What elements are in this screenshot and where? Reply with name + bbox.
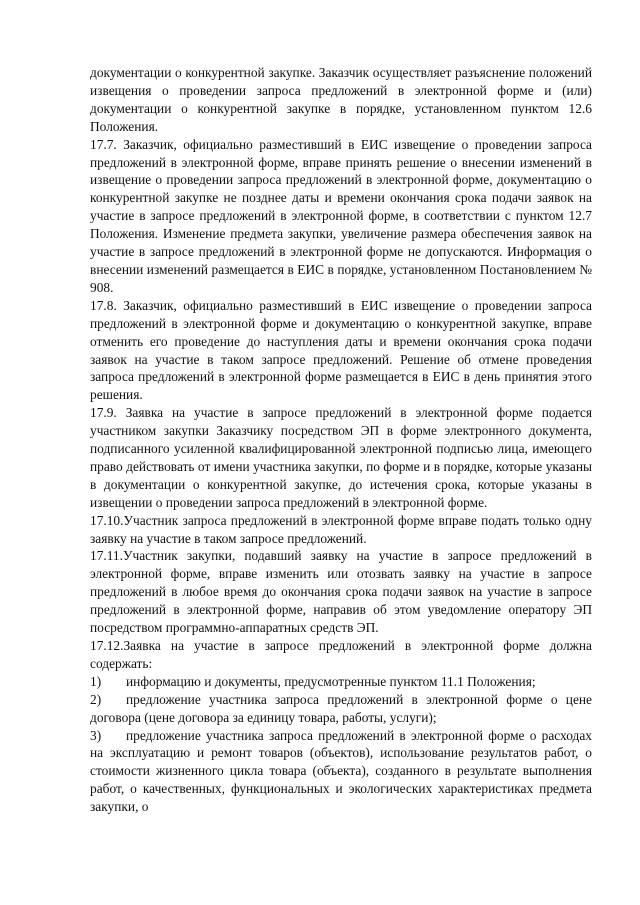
document-page [90, 64, 592, 816]
list-number: 1) [90, 673, 102, 689]
list-text: предложение участника запроса предложений в электронной форме о цене договора (цене договора за единицу товара, работы, услуги); [90, 691, 592, 725]
list-item-2 [90, 691, 592, 727]
list-text: информацию и документы, предусмотренные пунктом 11.1 Положения; [126, 673, 536, 689]
list-item-3 [90, 727, 592, 817]
paragraph-17-10: 17.10.Участник запроса предложений в электронной форме вправе подать только одну заявку на участие в таком запросе предложений. [90, 512, 592, 546]
list-text: предложение участника запроса предложений в электронной форме о расходах на эксплуатацию и ремонт товаров (объектов), использование результатов работ, о стоимости жизненного цикла товара (объекта), созданного в результате выполнения работ, о качественных, функциональных и экологических характеристиках предмета закупки, о [90, 727, 592, 815]
paragraph-17-12: 17.12.Заявка на участие в запросе предложений в электронной форме должна содержать: [90, 638, 592, 671]
paragraph-17-8: 17.8. Заказчик, официально разместивший в ЕИС извещение о проведении запроса предложений в электронной форме и документацию о конкурентной закупке, вправе отменить его проведение до наступления даты и времени окончания срока подачи заявок на участие в таком запросе предложений. Решение об отмене проведения запроса предложений в электронной форме размещается в ЕИС в день принятия этого решения. [90, 297, 592, 403]
list-item-1 [90, 673, 592, 691]
paragraph-17-9: 17.9. Заявка на участие в запросе предложений в электронной форме подается участником закупки Заказчику посредством ЭП в форме электронного документа, подписанного усиленной квалифицированной электронной подписью лица, имеющего право действовать от имени участника закупки, по форме и в порядке, которые указаны в документации о конкурентной закупке, до истечения срока, которые указаны в извещении о проведении запроса предложений в электронной форме. [90, 405, 592, 510]
paragraph-continuation: документации о конкурентной закупке. Заказчик осуществляет разъяснение положений извещения о проведении запроса предложений в электронной форме и (или) документации о конкурентной закупке в порядке, установленном пунктом 12.6 Положения. [90, 65, 592, 134]
paragraph-17-7: 17.7. Заказчик, официально разместивший в ЕИС извещение о проведении запроса предложений в электронной форме, вправе принять решение о внесении изменений в извещение о проведении запроса предложений в электронной форме, документацию о конкурентной закупке не позднее даты и времени окончания срока подачи заявок на участие в запросе предложений в электронной форме, в соответствии с пунктом 12.7 Положения. Изменение предмета закупки, увеличение размера обеспечения заявок на участие в запросе предложений в электронной форме не допускаются. Информация о внесении изменений размещается в ЕИС в порядке, установленном Постановлением № 908. [90, 136, 592, 295]
paragraph-17-11: 17.11.Участник закупки, подавший заявку на участие в запросе предложений в электронной форме, вправе изменить или отозвать заявку на участие в запросе предложений в любое время до окончания срока подачи заявок на участие в запросе предложений в электронной форме, направив об этом уведомление оператору ЭП посредством программно-аппаратных средств ЭП. [90, 548, 592, 636]
list-number: 2) [90, 691, 102, 707]
list-number: 3) [90, 727, 102, 743]
